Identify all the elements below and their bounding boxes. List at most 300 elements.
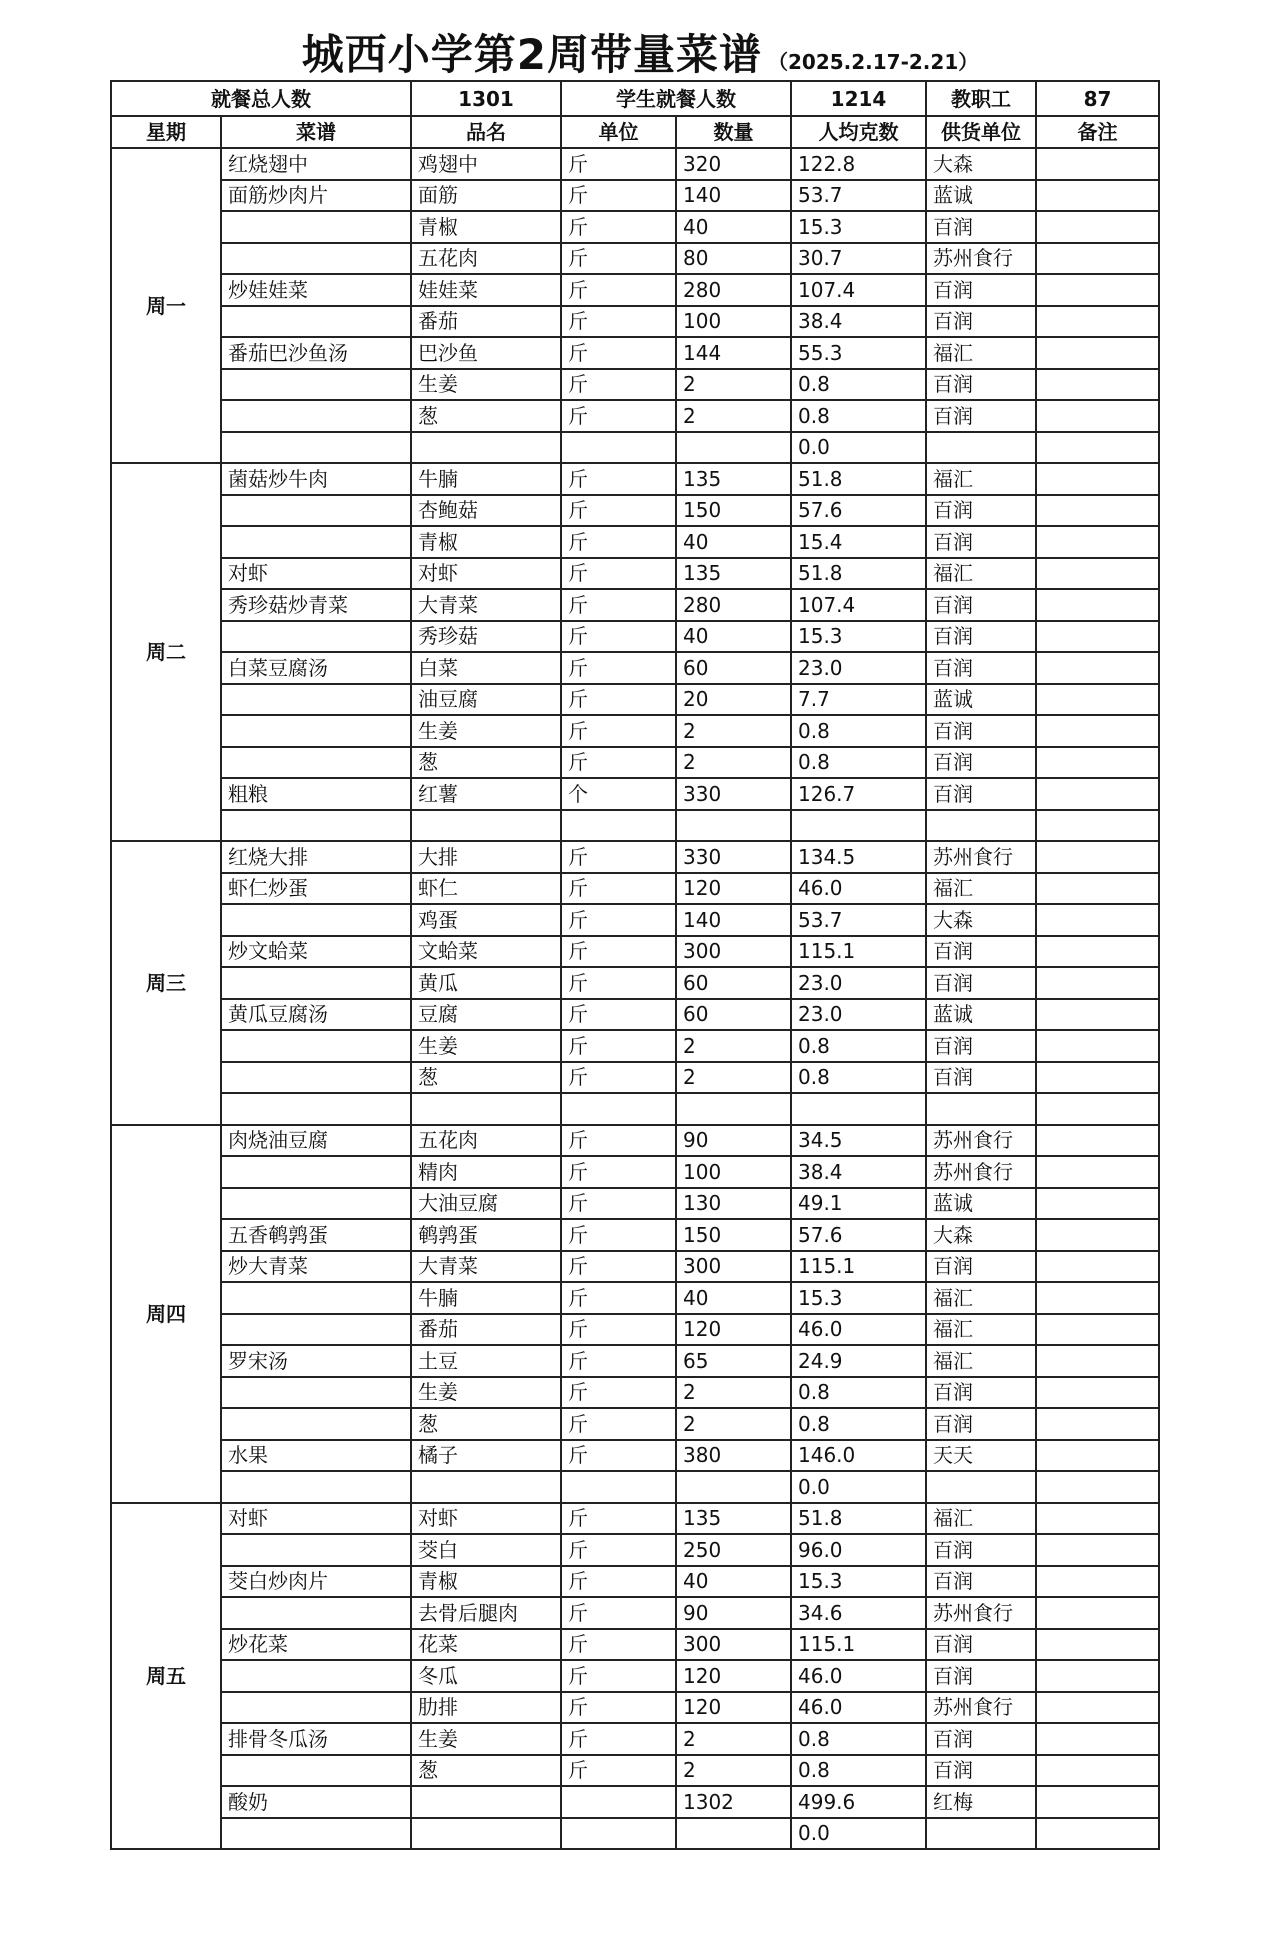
quantity-cell xyxy=(676,1093,791,1125)
note-cell xyxy=(1036,621,1159,653)
table-row xyxy=(111,1566,1159,1598)
unit-cell: 斤 xyxy=(561,1566,676,1598)
supplier-cell: 天天 xyxy=(926,1440,1036,1472)
quantity-cell: 40 xyxy=(676,211,791,243)
table-row xyxy=(111,1345,1159,1377)
dish-cell xyxy=(221,211,411,243)
supplier-cell: 百润 xyxy=(926,306,1036,338)
dish-cell xyxy=(221,432,411,464)
table-row xyxy=(111,306,1159,338)
dish-cell: 虾仁炒蛋 xyxy=(221,873,411,905)
dish-cell: 罗宋汤 xyxy=(221,1345,411,1377)
day-label: 周一 xyxy=(111,148,221,463)
item-name-cell: 大青菜 xyxy=(411,589,561,621)
table-row xyxy=(111,1219,1159,1251)
table-row xyxy=(111,715,1159,747)
quantity-cell: 120 xyxy=(676,1314,791,1346)
table-row xyxy=(111,999,1159,1031)
table-row xyxy=(111,243,1159,275)
note-cell xyxy=(1036,1818,1159,1850)
grams-per-person-cell: 0.8 xyxy=(791,1723,926,1755)
supplier-cell: 蓝诚 xyxy=(926,684,1036,716)
grams-per-person-cell: 107.4 xyxy=(791,589,926,621)
note-cell xyxy=(1036,432,1159,464)
dish-cell: 水果 xyxy=(221,1440,411,1472)
note-cell xyxy=(1036,1251,1159,1283)
table-row xyxy=(111,1125,1159,1157)
note-cell xyxy=(1036,1471,1159,1503)
item-name-cell: 对虾 xyxy=(411,1503,561,1535)
unit-cell: 斤 xyxy=(561,1377,676,1409)
table-row xyxy=(111,1755,1159,1787)
header-note: 备注 xyxy=(1036,116,1159,148)
table-row xyxy=(111,1156,1159,1188)
table-row xyxy=(111,621,1159,653)
item-name-cell: 五花肉 xyxy=(411,243,561,275)
grams-per-person-cell: 57.6 xyxy=(791,1219,926,1251)
dish-cell: 炒文蛤菜 xyxy=(221,936,411,968)
supplier-cell: 百润 xyxy=(926,589,1036,621)
unit-cell: 斤 xyxy=(561,1282,676,1314)
unit-cell: 斤 xyxy=(561,1156,676,1188)
grams-per-person-cell: 134.5 xyxy=(791,841,926,873)
note-cell xyxy=(1036,1660,1159,1692)
note-cell xyxy=(1036,243,1159,275)
grams-per-person-cell: 96.0 xyxy=(791,1534,926,1566)
table-row xyxy=(111,1534,1159,1566)
unit-cell xyxy=(561,1818,676,1850)
supplier-cell: 百润 xyxy=(926,936,1036,968)
supplier-cell: 百润 xyxy=(926,715,1036,747)
note-cell xyxy=(1036,369,1159,401)
item-name-cell xyxy=(411,432,561,464)
grams-per-person-cell xyxy=(791,1093,926,1125)
item-name-cell: 生姜 xyxy=(411,1377,561,1409)
item-name-cell: 生姜 xyxy=(411,1723,561,1755)
dish-cell xyxy=(221,495,411,527)
day-label: 周四 xyxy=(111,1125,221,1503)
unit-cell: 斤 xyxy=(561,936,676,968)
dish-cell: 五香鹌鹑蛋 xyxy=(221,1219,411,1251)
header-dish: 菜谱 xyxy=(221,116,411,148)
supplier-cell xyxy=(926,1471,1036,1503)
item-name-cell xyxy=(411,1471,561,1503)
note-cell xyxy=(1036,936,1159,968)
table-row xyxy=(111,1377,1159,1409)
item-name-cell: 娃娃菜 xyxy=(411,274,561,306)
dish-cell xyxy=(221,243,411,275)
quantity-cell: 100 xyxy=(676,306,791,338)
quantity-cell: 40 xyxy=(676,621,791,653)
quantity-cell: 65 xyxy=(676,1345,791,1377)
table-row xyxy=(111,1251,1159,1283)
supplier-cell: 苏州食行 xyxy=(926,243,1036,275)
unit-cell: 斤 xyxy=(561,841,676,873)
unit-cell: 斤 xyxy=(561,589,676,621)
student-diners-label: 学生就餐人数 xyxy=(561,81,791,116)
quantity-cell: 135 xyxy=(676,558,791,590)
table-row xyxy=(111,1692,1159,1724)
table-row xyxy=(111,495,1159,527)
note-cell xyxy=(1036,747,1159,779)
supplier-cell: 百润 xyxy=(926,1408,1036,1440)
table-row xyxy=(111,1188,1159,1220)
supplier-cell: 百润 xyxy=(926,1251,1036,1283)
note-cell xyxy=(1036,1377,1159,1409)
grams-per-person-cell: 23.0 xyxy=(791,999,926,1031)
note-cell xyxy=(1036,810,1159,842)
note-cell xyxy=(1036,967,1159,999)
supplier-cell: 百润 xyxy=(926,1660,1036,1692)
grams-per-person-cell: 24.9 xyxy=(791,1345,926,1377)
unit-cell: 斤 xyxy=(561,1440,676,1472)
total-diners-label: 就餐总人数 xyxy=(111,81,411,116)
unit-cell: 斤 xyxy=(561,1219,676,1251)
note-cell xyxy=(1036,589,1159,621)
unit-cell xyxy=(561,1093,676,1125)
header-qty: 数量 xyxy=(676,116,791,148)
note-cell xyxy=(1036,1408,1159,1440)
quantity-cell: 60 xyxy=(676,652,791,684)
unit-cell: 斤 xyxy=(561,621,676,653)
note-cell xyxy=(1036,1692,1159,1724)
table-row xyxy=(111,1629,1159,1661)
note-cell xyxy=(1036,1629,1159,1661)
dish-cell: 黄瓜豆腐汤 xyxy=(221,999,411,1031)
dish-cell xyxy=(221,1818,411,1850)
table-row xyxy=(111,526,1159,558)
quantity-cell xyxy=(676,810,791,842)
grams-per-person-cell: 0.0 xyxy=(791,1818,926,1850)
item-name-cell: 牛腩 xyxy=(411,1282,561,1314)
item-name-cell: 豆腐 xyxy=(411,999,561,1031)
grams-per-person-cell: 146.0 xyxy=(791,1440,926,1472)
dish-cell: 菌菇炒牛肉 xyxy=(221,463,411,495)
dish-cell xyxy=(221,1282,411,1314)
item-name-cell: 葱 xyxy=(411,1755,561,1787)
total-diners-value: 1301 xyxy=(411,81,561,116)
note-cell xyxy=(1036,463,1159,495)
day-label: 周三 xyxy=(111,841,221,1125)
supplier-cell: 百润 xyxy=(926,526,1036,558)
item-name-cell: 青椒 xyxy=(411,1566,561,1598)
quantity-cell: 2 xyxy=(676,1377,791,1409)
supplier-cell: 百润 xyxy=(926,1062,1036,1094)
item-name-cell: 文蛤菜 xyxy=(411,936,561,968)
unit-cell: 斤 xyxy=(561,1503,676,1535)
table-row xyxy=(111,936,1159,968)
grams-per-person-cell: 0.8 xyxy=(791,1377,926,1409)
unit-cell: 斤 xyxy=(561,495,676,527)
unit-cell xyxy=(561,432,676,464)
grams-per-person-cell: 46.0 xyxy=(791,873,926,905)
dish-cell xyxy=(221,1030,411,1062)
unit-cell xyxy=(561,810,676,842)
grams-per-person-cell: 0.8 xyxy=(791,369,926,401)
item-name-cell: 大青菜 xyxy=(411,1251,561,1283)
item-name-cell: 杏鲍菇 xyxy=(411,495,561,527)
unit-cell: 斤 xyxy=(561,1723,676,1755)
grams-per-person-cell: 46.0 xyxy=(791,1314,926,1346)
item-name-cell: 茭白 xyxy=(411,1534,561,1566)
unit-cell: 斤 xyxy=(561,148,676,180)
item-name-cell: 葱 xyxy=(411,1408,561,1440)
unit-cell: 斤 xyxy=(561,400,676,432)
unit-cell: 斤 xyxy=(561,1629,676,1661)
unit-cell: 斤 xyxy=(561,306,676,338)
note-cell xyxy=(1036,1314,1159,1346)
supplier-cell xyxy=(926,810,1036,842)
note-cell xyxy=(1036,1786,1159,1818)
item-name-cell: 番茄 xyxy=(411,306,561,338)
supplier-cell: 百润 xyxy=(926,778,1036,810)
unit-cell: 个 xyxy=(561,778,676,810)
note-cell xyxy=(1036,495,1159,527)
quantity-cell: 90 xyxy=(676,1597,791,1629)
table-row xyxy=(111,1660,1159,1692)
unit-cell: 斤 xyxy=(561,211,676,243)
note-cell xyxy=(1036,400,1159,432)
item-name-cell: 鸡翅中 xyxy=(411,148,561,180)
table-row xyxy=(111,810,1159,842)
note-cell xyxy=(1036,904,1159,936)
quantity-cell xyxy=(676,1471,791,1503)
quantity-cell: 380 xyxy=(676,1440,791,1472)
grams-per-person-cell: 0.8 xyxy=(791,1062,926,1094)
summary-row xyxy=(111,81,1159,116)
item-name-cell xyxy=(411,1093,561,1125)
supplier-cell: 蓝诚 xyxy=(926,180,1036,212)
quantity-cell xyxy=(676,432,791,464)
table-row xyxy=(111,967,1159,999)
table-row xyxy=(111,1408,1159,1440)
quantity-cell: 120 xyxy=(676,1660,791,1692)
item-name-cell: 去骨后腿肉 xyxy=(411,1597,561,1629)
table-row xyxy=(111,841,1159,873)
quantity-cell: 2 xyxy=(676,400,791,432)
table-row xyxy=(111,432,1159,464)
dish-cell: 对虾 xyxy=(221,558,411,590)
staff-label: 教职工 xyxy=(926,81,1036,116)
dish-cell xyxy=(221,1188,411,1220)
quantity-cell: 20 xyxy=(676,684,791,716)
quantity-cell: 2 xyxy=(676,369,791,401)
supplier-cell: 福汇 xyxy=(926,1503,1036,1535)
quantity-cell: 280 xyxy=(676,589,791,621)
grams-per-person-cell: 0.0 xyxy=(791,1471,926,1503)
supplier-cell: 百润 xyxy=(926,1723,1036,1755)
quantity-cell: 300 xyxy=(676,936,791,968)
grams-per-person-cell: 15.3 xyxy=(791,621,926,653)
dish-cell: 面筋炒肉片 xyxy=(221,180,411,212)
note-cell xyxy=(1036,715,1159,747)
quantity-cell: 2 xyxy=(676,1030,791,1062)
supplier-cell: 苏州食行 xyxy=(926,1692,1036,1724)
note-cell xyxy=(1036,873,1159,905)
table-row xyxy=(111,589,1159,621)
note-cell xyxy=(1036,999,1159,1031)
unit-cell: 斤 xyxy=(561,652,676,684)
dish-cell xyxy=(221,1534,411,1566)
item-name-cell: 五花肉 xyxy=(411,1125,561,1157)
note-cell xyxy=(1036,1125,1159,1157)
unit-cell: 斤 xyxy=(561,1755,676,1787)
item-name-cell: 黄瓜 xyxy=(411,967,561,999)
supplier-cell xyxy=(926,432,1036,464)
unit-cell: 斤 xyxy=(561,526,676,558)
table-row xyxy=(111,1786,1159,1818)
grams-per-person-cell: 53.7 xyxy=(791,180,926,212)
unit-cell: 斤 xyxy=(561,1251,676,1283)
quantity-cell: 60 xyxy=(676,967,791,999)
unit-cell: 斤 xyxy=(561,1030,676,1062)
supplier-cell: 百润 xyxy=(926,1030,1036,1062)
grams-per-person-cell: 0.8 xyxy=(791,747,926,779)
supplier-cell: 福汇 xyxy=(926,1282,1036,1314)
note-cell xyxy=(1036,180,1159,212)
unit-cell: 斤 xyxy=(561,274,676,306)
dish-cell: 酸奶 xyxy=(221,1786,411,1818)
note-cell xyxy=(1036,526,1159,558)
quantity-cell xyxy=(676,1818,791,1850)
quantity-cell: 60 xyxy=(676,999,791,1031)
header-supplier: 供货单位 xyxy=(926,116,1036,148)
grams-per-person-cell xyxy=(791,810,926,842)
quantity-cell: 330 xyxy=(676,778,791,810)
quantity-cell: 280 xyxy=(676,274,791,306)
dish-cell: 对虾 xyxy=(221,1503,411,1535)
quantity-cell: 130 xyxy=(676,1188,791,1220)
dish-cell: 红烧翅中 xyxy=(221,148,411,180)
dish-cell: 炒大青菜 xyxy=(221,1251,411,1283)
supplier-cell: 百润 xyxy=(926,495,1036,527)
supplier-cell: 大森 xyxy=(926,1219,1036,1251)
unit-cell: 斤 xyxy=(561,684,676,716)
note-cell xyxy=(1036,558,1159,590)
dish-cell xyxy=(221,1093,411,1125)
table-row xyxy=(111,904,1159,936)
grams-per-person-cell: 0.0 xyxy=(791,432,926,464)
dish-cell: 茭白炒肉片 xyxy=(221,1566,411,1598)
supplier-cell xyxy=(926,1093,1036,1125)
unit-cell: 斤 xyxy=(561,558,676,590)
dish-cell xyxy=(221,1062,411,1094)
table-row xyxy=(111,873,1159,905)
dish-cell xyxy=(221,747,411,779)
dish-cell: 排骨冬瓜汤 xyxy=(221,1723,411,1755)
staff-value: 87 xyxy=(1036,81,1159,116)
supplier-cell: 福汇 xyxy=(926,558,1036,590)
note-cell xyxy=(1036,1723,1159,1755)
item-name-cell: 面筋 xyxy=(411,180,561,212)
note-cell xyxy=(1036,1188,1159,1220)
grams-per-person-cell: 115.1 xyxy=(791,1251,926,1283)
note-cell xyxy=(1036,1030,1159,1062)
grams-per-person-cell: 0.8 xyxy=(791,1030,926,1062)
quantity-cell: 144 xyxy=(676,337,791,369)
note-cell xyxy=(1036,841,1159,873)
item-name-cell: 秀珍菇 xyxy=(411,621,561,653)
supplier-cell: 百润 xyxy=(926,400,1036,432)
unit-cell: 斤 xyxy=(561,1062,676,1094)
item-name-cell: 橘子 xyxy=(411,1440,561,1472)
table-row xyxy=(111,337,1159,369)
grams-per-person-cell: 15.3 xyxy=(791,211,926,243)
note-cell xyxy=(1036,1755,1159,1787)
table-row xyxy=(111,274,1159,306)
unit-cell: 斤 xyxy=(561,337,676,369)
dish-cell: 炒娃娃菜 xyxy=(221,274,411,306)
quantity-cell: 100 xyxy=(676,1156,791,1188)
dish-cell xyxy=(221,715,411,747)
dish-cell xyxy=(221,1660,411,1692)
dish-cell xyxy=(221,1597,411,1629)
unit-cell: 斤 xyxy=(561,967,676,999)
supplier-cell: 苏州食行 xyxy=(926,841,1036,873)
quantity-cell: 330 xyxy=(676,841,791,873)
dish-cell: 炒花菜 xyxy=(221,1629,411,1661)
table-row xyxy=(111,1282,1159,1314)
supplier-cell: 百润 xyxy=(926,1377,1036,1409)
item-name-cell xyxy=(411,810,561,842)
item-name-cell: 鸡蛋 xyxy=(411,904,561,936)
supplier-cell: 百润 xyxy=(926,211,1036,243)
dish-cell xyxy=(221,1156,411,1188)
note-cell xyxy=(1036,1156,1159,1188)
item-name-cell: 白菜 xyxy=(411,652,561,684)
unit-cell: 斤 xyxy=(561,180,676,212)
supplier-cell: 百润 xyxy=(926,621,1036,653)
note-cell xyxy=(1036,684,1159,716)
quantity-cell: 40 xyxy=(676,526,791,558)
grams-per-person-cell: 0.8 xyxy=(791,400,926,432)
item-name-cell: 牛腩 xyxy=(411,463,561,495)
dish-cell: 秀珍菇炒青菜 xyxy=(221,589,411,621)
note-cell xyxy=(1036,211,1159,243)
header-per-capita: 人均克数 xyxy=(791,116,926,148)
item-name-cell: 冬瓜 xyxy=(411,1660,561,1692)
quantity-cell: 320 xyxy=(676,148,791,180)
grams-per-person-cell: 23.0 xyxy=(791,652,926,684)
item-name-cell: 葱 xyxy=(411,400,561,432)
quantity-cell: 150 xyxy=(676,1219,791,1251)
quantity-cell: 140 xyxy=(676,180,791,212)
day-label: 周五 xyxy=(111,1503,221,1850)
note-cell xyxy=(1036,337,1159,369)
note-cell xyxy=(1036,306,1159,338)
supplier-cell: 百润 xyxy=(926,1534,1036,1566)
note-cell xyxy=(1036,778,1159,810)
item-name-cell: 生姜 xyxy=(411,369,561,401)
column-header-row xyxy=(111,116,1159,148)
table-row xyxy=(111,1471,1159,1503)
dish-cell xyxy=(221,1408,411,1440)
item-name-cell: 葱 xyxy=(411,747,561,779)
table-row xyxy=(111,778,1159,810)
quantity-cell: 150 xyxy=(676,495,791,527)
unit-cell: 斤 xyxy=(561,999,676,1031)
grams-per-person-cell: 51.8 xyxy=(791,558,926,590)
dish-cell xyxy=(221,306,411,338)
grams-per-person-cell: 15.3 xyxy=(791,1282,926,1314)
dish-cell xyxy=(221,684,411,716)
quantity-cell: 2 xyxy=(676,1723,791,1755)
table-row xyxy=(111,148,1159,180)
note-cell xyxy=(1036,274,1159,306)
grams-per-person-cell: 115.1 xyxy=(791,1629,926,1661)
unit-cell: 斤 xyxy=(561,1534,676,1566)
item-name-cell: 鹌鹑蛋 xyxy=(411,1219,561,1251)
